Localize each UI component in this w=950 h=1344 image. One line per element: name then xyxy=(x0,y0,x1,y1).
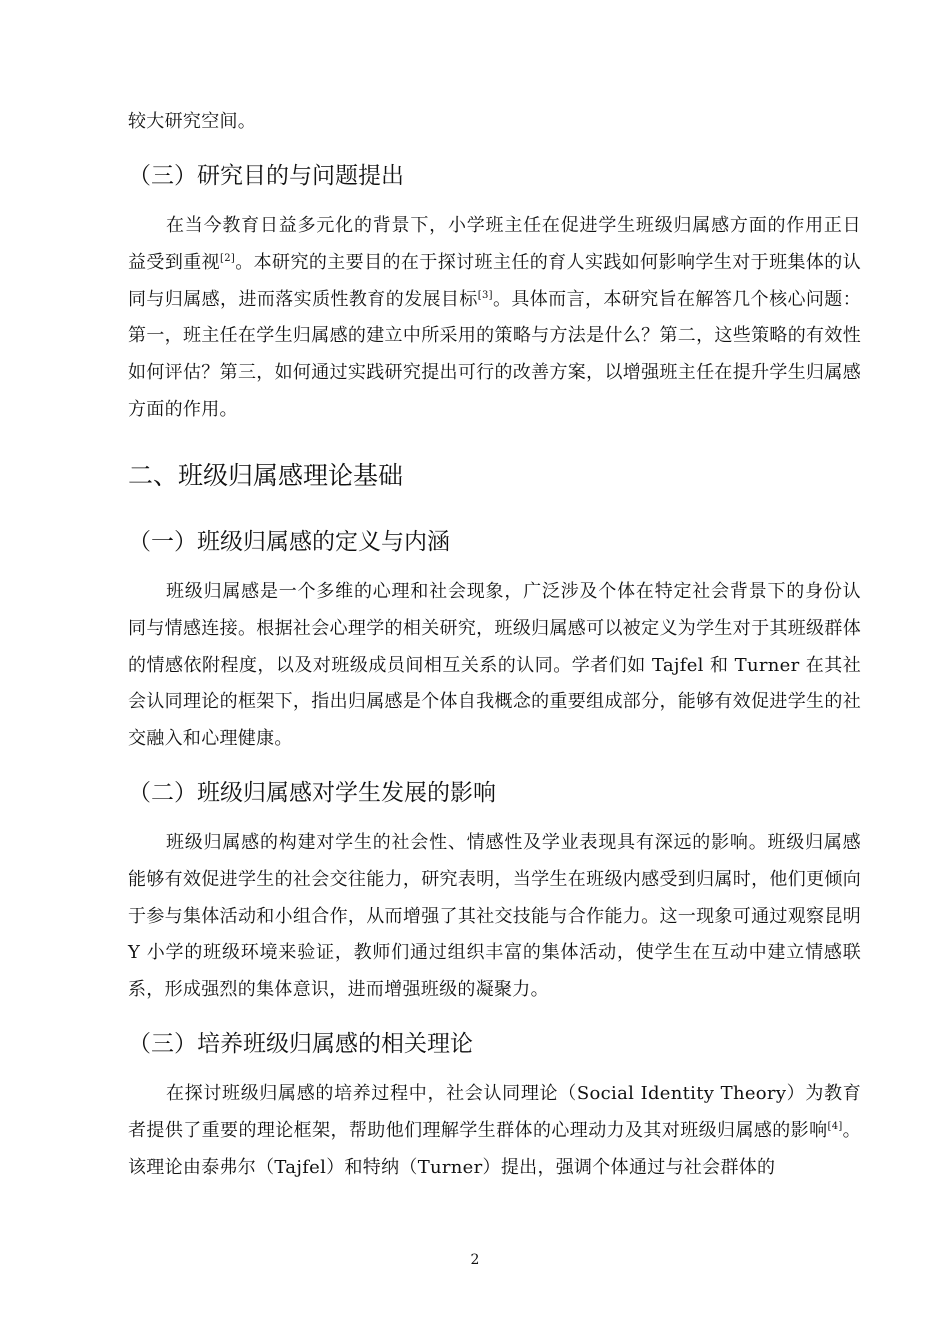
citation-ref: [2] xyxy=(220,253,236,264)
text-run: 。该理论由泰弗尔（Tajfel）和特纳（Turner）提出，强调个体通过与社会群体的 xyxy=(128,1120,861,1178)
subheading-impact: （二）班级归属感对学生发展的影响 xyxy=(128,779,496,806)
text-run: 。本研究的主要目的在于探讨班主任的育人实践如何影响学生对于班集体的认同与归属感，进而落实质性教育的发展目标 xyxy=(128,252,861,310)
subheading-research-purpose: （三）研究目的与问题提出 xyxy=(128,162,404,189)
citation-ref: [4] xyxy=(827,1121,843,1133)
page-number: 2 xyxy=(470,1252,480,1268)
text-run: 。具体而言，本研究旨在解答几个核心问题：第一，班主任在学生归属感的建立中所采用的策略与方法是什么？第二，这些策略的有效性如何评估？第三，如何通过实践研究提出可行的改善方案，以增强班主任在提升学生归属感方面的作用。 xyxy=(128,288,862,420)
paragraph-impact: 班级归属感的构建对学生的社会性、情感性及学业表现具有深远的影响。班级归属感能够有效促进学生的社会交往能力，研究表明，当学生在班级内感受到归属时，他们更倾向于参与集体活动和小组合作，从而增强了其社交技能与合作能力。这一现象可通过观察昆明 Y 小学的班级环境来验证，教师们通过组织丰富的集体活动，使学生在互动中建立情感联系，形成强烈的集体意识，进而增强班级的凝聚力。 xyxy=(128,832,861,1001)
paragraph-definition: 班级归属感是一个多维的心理和社会现象，广泛涉及个体在特定社会背景下的身份认同与情感连接。根据社会心理学的相关研究，班级归属感可以被定义为学生对于其班级群体的情感依附程度，以及对班级成员间相互关系的认同。学者们如 Tajfel 和 Turner 在其社会认同理论的框架下，指出归属感是个体自我概念的重要组成部分，能够有效促进学生的社交融入和心理健康。 xyxy=(128,581,861,749)
paragraph-related-theory xyxy=(128,1076,861,1186)
subheading-definition: （一）班级归属感的定义与内涵 xyxy=(128,528,450,555)
page-content xyxy=(128,104,861,1186)
paragraph-research-purpose xyxy=(128,208,861,428)
paragraph-continuation: 较大研究空间。 xyxy=(128,111,257,132)
section-heading-theory: 二、班级归属感理论基础 xyxy=(128,460,404,490)
subheading-related-theory: （三）培养班级归属感的相关理论 xyxy=(128,1030,473,1057)
text-run: 在探讨班级归属感的培养过程中，社会认同理论（Social Identity Theory）为教育者提供了重要的理论框架，帮助他们理解学生群体的心理动力及其对班级归属感的影响 xyxy=(128,1083,861,1142)
text-run: 在当今教育日益多元化的背景下，小学班主任在促进学生班级归属感方面的作用正日益受到重视 xyxy=(128,215,861,273)
citation-ref: [3] xyxy=(477,289,493,301)
